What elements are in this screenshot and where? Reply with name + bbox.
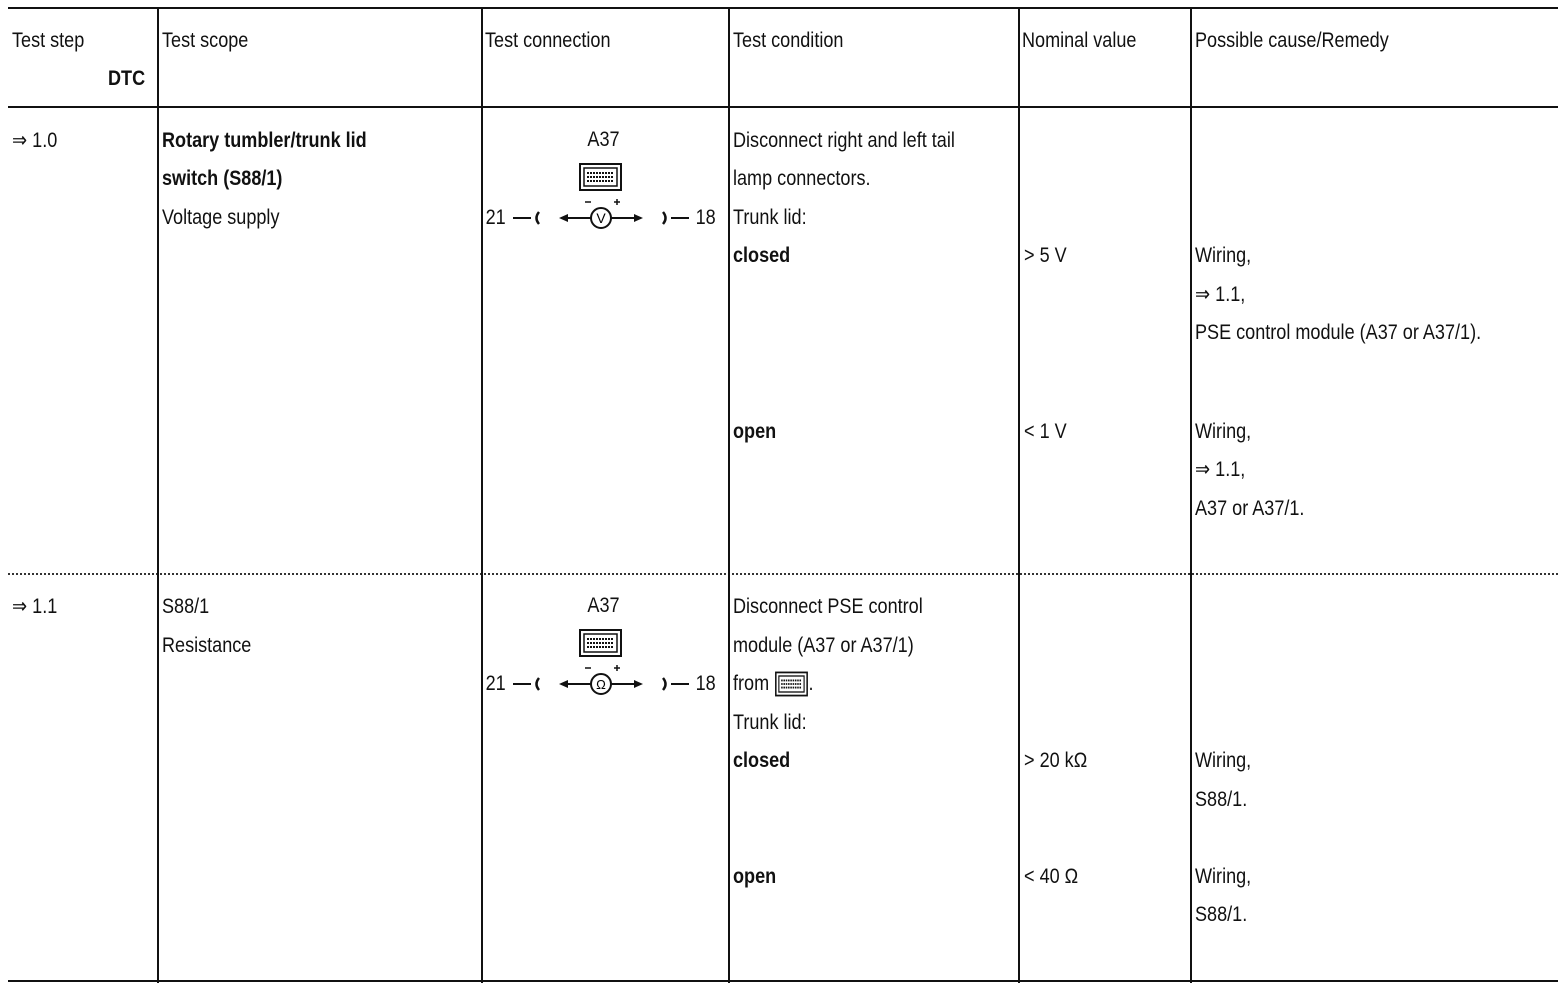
- header-bottom-rule: [8, 106, 1558, 108]
- row-1-condition: Disconnect right and left tail: [733, 129, 955, 152]
- pin-right: 18: [695, 206, 716, 229]
- ohmmeter-icon: [511, 660, 691, 704]
- column-divider: [157, 8, 159, 983]
- row-2-cause-line: Wiring,: [1195, 865, 1252, 888]
- row-1-cause-line: Wiring,: [1195, 420, 1252, 443]
- row-2-condition-text: from: [733, 672, 770, 695]
- row-2-test-connection: [481, 588, 726, 708]
- connector-box-icon: [578, 162, 623, 192]
- row-1-cause-line: A37 or A37/1.: [1195, 497, 1305, 520]
- row-1-test-step: ⇒ 1.0: [12, 129, 58, 152]
- row-2-condition-period: .: [808, 672, 814, 695]
- connector-box-icon: [774, 670, 808, 698]
- header-nominal-value: Nominal value: [1022, 29, 1137, 52]
- row-2-condition: module (A37 or A37/1): [733, 634, 914, 657]
- row-2-condition-from: [733, 665, 814, 703]
- row-2-nominal-open: < 40 Ω: [1024, 865, 1079, 888]
- header-dtc: DTC: [108, 67, 146, 90]
- module-label: A37: [587, 594, 620, 617]
- pin-left: 21: [485, 672, 506, 695]
- row-1-condition: Trunk lid:: [733, 206, 807, 229]
- svg-text:V: V: [596, 210, 606, 226]
- column-divider: [728, 8, 730, 983]
- column-divider: [1018, 8, 1020, 983]
- row-2-condition: Disconnect PSE control: [733, 595, 923, 618]
- row-1-cause-line: ⇒ 1.1,: [1195, 283, 1246, 306]
- row-1-cause-line: PSE control module (A37 or A37/1).: [1195, 321, 1482, 344]
- row-1-cause-line: Wiring,: [1195, 244, 1252, 267]
- header-test-condition: Test condition: [733, 29, 844, 52]
- row-1-scope-title: Rotary tumbler/trunk lid: [162, 129, 367, 152]
- header-possible-cause: Possible cause/Remedy: [1195, 29, 1389, 52]
- row-2-cause-line: S88/1.: [1195, 788, 1248, 811]
- connector-box-icon: [578, 628, 623, 658]
- row-2-cause-line: Wiring,: [1195, 749, 1252, 772]
- row-2-cause-line: S88/1.: [1195, 903, 1248, 926]
- row-2-state-closed: closed: [733, 749, 791, 772]
- row-2-nominal-closed: > 20 kΩ: [1024, 749, 1088, 772]
- row-1-test-connection: [481, 122, 726, 242]
- module-label: A37: [587, 128, 620, 151]
- header-test-step: Test step: [12, 29, 85, 52]
- row-separator: [8, 573, 1558, 575]
- voltmeter-icon: [511, 194, 691, 238]
- header-test-connection: Test connection: [485, 29, 611, 52]
- pin-right: 18: [695, 672, 716, 695]
- row-2-scope: Resistance: [162, 634, 252, 657]
- row-1-nominal-closed: > 5 V: [1024, 244, 1067, 267]
- row-1-state-closed: closed: [733, 244, 791, 267]
- table-bottom-rule: [8, 980, 1558, 982]
- svg-text:Ω: Ω: [596, 677, 606, 692]
- row-2-condition: Trunk lid:: [733, 711, 807, 734]
- row-2-scope: S88/1: [162, 595, 210, 618]
- row-1-cause-line: ⇒ 1.1,: [1195, 458, 1246, 481]
- row-2-test-step: ⇒ 1.1: [12, 595, 58, 618]
- row-1-state-open: open: [733, 420, 777, 443]
- column-divider: [1190, 8, 1192, 983]
- row-2-state-open: open: [733, 865, 777, 888]
- row-1-condition: lamp connectors.: [733, 167, 871, 190]
- table-top-rule: [8, 7, 1558, 9]
- row-1-scope-title: switch (S88/1): [162, 167, 283, 190]
- row-1-nominal-open: < 1 V: [1024, 420, 1067, 443]
- header-test-scope: Test scope: [162, 29, 249, 52]
- pin-left: 21: [485, 206, 506, 229]
- row-1-scope-text: Voltage supply: [162, 206, 280, 229]
